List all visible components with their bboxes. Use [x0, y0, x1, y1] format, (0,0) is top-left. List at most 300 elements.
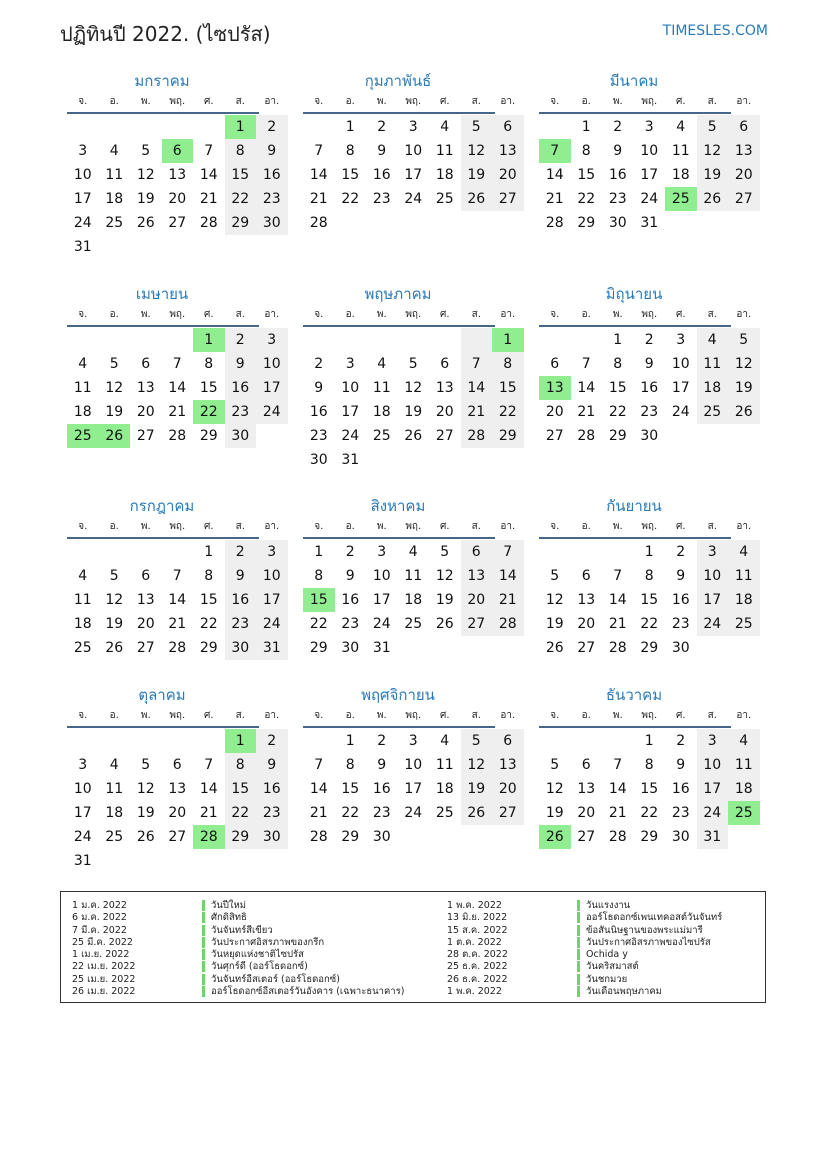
day-cell: 14 — [492, 564, 524, 588]
holiday-name: วันศุกร์ดี (ออร์โธดอกซ์) — [211, 961, 308, 973]
empty-cell — [602, 540, 634, 564]
day-cell: 26 — [435, 616, 454, 632]
day-cell: 24 — [341, 428, 360, 444]
day-cell: 15 — [199, 592, 218, 608]
header-rule — [539, 726, 731, 728]
day-cell: 6 — [492, 115, 524, 139]
empty-cell — [67, 540, 99, 564]
day-cell: 16 — [671, 781, 690, 797]
header-rule — [67, 537, 259, 539]
day-cell: 22 — [608, 404, 627, 420]
day-cell: 7 — [613, 757, 623, 773]
page-title: ปฏิทินปี 2022. (ไซปรัส) — [60, 22, 271, 46]
day-cell: 17 — [73, 191, 92, 207]
weekday-label: อา. — [736, 710, 752, 721]
holiday-marker — [577, 937, 580, 948]
day-grid — [303, 328, 517, 472]
day-cell: 2 — [644, 332, 654, 348]
day-cell: 13 — [539, 376, 571, 400]
day-grid — [539, 729, 753, 849]
weekday-label: พฤ. — [405, 96, 422, 107]
day-cell: 25 — [728, 612, 760, 636]
day-cell: 31 — [256, 636, 288, 660]
holiday-name: วันชกมวย — [586, 973, 628, 985]
weekday-label: พ. — [376, 309, 387, 320]
day-cell: 31 — [372, 640, 391, 656]
day-cell: 14 — [199, 781, 218, 797]
empty-cell — [162, 729, 194, 753]
day-cell: 17 — [372, 592, 391, 608]
day-cell: 21 — [199, 191, 218, 207]
day-cell: 21 — [608, 616, 627, 632]
day-cell: 5 — [109, 356, 119, 372]
day-cell: 8 — [345, 143, 355, 159]
day-cell: 3 — [377, 544, 387, 560]
day-cell: 7 — [613, 568, 623, 584]
day-grid — [67, 729, 281, 873]
day-cell: 14 — [608, 781, 627, 797]
day-cell: 23 — [671, 616, 690, 632]
day-cell: 29 — [225, 825, 257, 849]
holiday-name: วันปีใหม่ — [211, 900, 247, 911]
day-cell: 22 — [225, 187, 257, 211]
month-block — [67, 70, 281, 259]
day-cell: 19 — [435, 592, 454, 608]
day-cell: 26 — [136, 829, 155, 845]
weekday-label: พฤ. — [405, 710, 422, 721]
empty-cell — [99, 849, 131, 873]
day-cell: 4 — [78, 568, 88, 584]
day-cell: 23 — [309, 428, 328, 444]
holiday-marker — [202, 900, 205, 911]
day-cell: 14 — [309, 167, 328, 183]
weekday-label: จ. — [78, 309, 88, 320]
weekday-header — [67, 92, 280, 112]
day-cell: 7 — [204, 143, 214, 159]
day-cell: 5 — [109, 568, 119, 584]
month-block — [67, 495, 281, 660]
day-cell: 30 — [640, 428, 659, 444]
day-cell: 4 — [676, 119, 686, 135]
month-block — [303, 495, 517, 660]
day-cell: 23 — [225, 400, 257, 424]
day-cell: 4 — [78, 356, 88, 372]
holiday-name: ออร์โธดอกซ์อีสเตอร์วันอังคาร (เฉพาะธนาคาร) — [211, 986, 405, 998]
day-cell: 13 — [492, 753, 524, 777]
weekday-label: พ. — [612, 96, 623, 107]
day-cell: 7 — [539, 139, 571, 163]
day-cell: 5 — [697, 115, 729, 139]
day-cell: 25 — [67, 424, 99, 448]
day-cell: 5 — [141, 143, 151, 159]
holiday-date: 25 ธ.ค. 2022 — [447, 961, 508, 973]
day-cell: 23 — [225, 612, 257, 636]
day-cell: 11 — [728, 564, 760, 588]
day-cell: 10 — [256, 352, 288, 376]
weekday-label: อา. — [500, 521, 516, 532]
day-cell: 6 — [141, 356, 151, 372]
day-cell: 13 — [168, 781, 187, 797]
empty-cell — [429, 328, 461, 352]
day-cell: 20 — [136, 404, 155, 420]
day-cell: 23 — [372, 191, 391, 207]
day-cell: 24 — [697, 612, 729, 636]
weekday-label: อา. — [736, 521, 752, 532]
empty-cell — [335, 211, 367, 235]
empty-cell — [130, 540, 162, 564]
day-cell: 19 — [545, 805, 564, 821]
day-cell: 25 — [435, 805, 454, 821]
holiday-marker — [202, 937, 205, 948]
day-cell: 16 — [225, 588, 257, 612]
day-cell: 4 — [728, 540, 760, 564]
empty-cell — [130, 115, 162, 139]
day-cell: 3 — [697, 729, 729, 753]
day-cell: 9 — [377, 757, 387, 773]
weekday-label: จ. — [314, 521, 324, 532]
day-cell: 30 — [256, 825, 288, 849]
day-cell: 23 — [640, 404, 659, 420]
day-cell: 29 — [577, 215, 596, 231]
weekday-label: จ. — [314, 309, 324, 320]
legend-row — [447, 925, 722, 937]
day-cell: 19 — [136, 805, 155, 821]
day-cell: 20 — [545, 404, 564, 420]
day-cell: 3 — [256, 540, 288, 564]
day-cell: 19 — [697, 163, 729, 187]
day-cell: 31 — [73, 239, 92, 255]
day-cell: 16 — [256, 163, 288, 187]
empty-cell — [130, 235, 162, 259]
empty-cell — [697, 211, 729, 235]
day-cell: 10 — [341, 380, 360, 396]
day-cell: 3 — [676, 332, 686, 348]
empty-cell — [162, 235, 194, 259]
weekday-label: ศ. — [675, 521, 686, 532]
day-cell: 31 — [73, 853, 92, 869]
holiday-name: ออร์โธดอกซ์เพนเทคอสต์วันจันทร์ — [586, 912, 723, 924]
empty-cell — [366, 448, 398, 472]
day-cell: 24 — [73, 829, 92, 845]
day-cell: 28 — [309, 215, 328, 231]
empty-cell — [398, 636, 430, 660]
day-cell: 13 — [577, 592, 596, 608]
empty-cell — [398, 448, 430, 472]
day-cell: 9 — [314, 380, 324, 396]
empty-cell — [571, 540, 603, 564]
empty-cell — [335, 328, 367, 352]
day-cell: 21 — [492, 588, 524, 612]
empty-cell — [539, 729, 571, 753]
day-cell: 16 — [341, 592, 360, 608]
day-cell: 6 — [728, 115, 760, 139]
weekday-label: ส. — [707, 309, 717, 320]
day-cell: 6 — [172, 757, 182, 773]
day-cell: 10 — [73, 167, 92, 183]
day-cell: 29 — [199, 428, 218, 444]
site-name[interactable]: TIMESLES.COM — [662, 23, 768, 39]
empty-cell — [461, 448, 493, 472]
day-cell: 7 — [581, 356, 591, 372]
weekday-label: ส. — [235, 309, 245, 320]
day-cell: 30 — [341, 640, 360, 656]
empty-cell — [602, 729, 634, 753]
day-cell: 15 — [303, 588, 335, 612]
day-cell: 12 — [105, 592, 124, 608]
day-cell: 28 — [608, 640, 627, 656]
day-cell: 21 — [199, 805, 218, 821]
day-cell: 14 — [309, 781, 328, 797]
day-cell: 2 — [225, 328, 257, 352]
day-cell: 2 — [676, 544, 686, 560]
day-cell: 10 — [256, 564, 288, 588]
empty-cell — [728, 424, 760, 448]
weekday-label: ส. — [235, 710, 245, 721]
weekday-label: ศ. — [439, 309, 450, 320]
day-cell: 20 — [728, 163, 760, 187]
day-cell: 15 — [225, 163, 257, 187]
month-block — [539, 495, 753, 660]
holiday-marker — [577, 949, 580, 960]
weekday-label: อ. — [109, 521, 119, 532]
day-cell: 24 — [671, 404, 690, 420]
day-cell: 17 — [640, 167, 659, 183]
day-cell: 15 — [492, 376, 524, 400]
holiday-marker — [577, 925, 580, 936]
day-cell: 23 — [341, 616, 360, 632]
month-name: กุมภาพันธ์ — [364, 72, 432, 90]
weekday-label: ส. — [235, 96, 245, 107]
day-cell: 13 — [577, 781, 596, 797]
weekday-label: ส. — [471, 96, 481, 107]
holiday-date: 25 เม.ย. 2022 — [72, 973, 136, 985]
legend-row — [72, 900, 404, 912]
empty-cell — [99, 729, 131, 753]
weekday-label: พ. — [140, 521, 151, 532]
empty-cell — [461, 636, 493, 660]
day-cell: 11 — [728, 753, 760, 777]
day-cell: 11 — [697, 352, 729, 376]
day-cell: 15 — [341, 781, 360, 797]
day-cell: 13 — [492, 139, 524, 163]
day-cell: 8 — [644, 757, 654, 773]
month-block — [303, 283, 517, 472]
day-cell: 4 — [697, 328, 729, 352]
empty-cell — [162, 115, 194, 139]
day-cell: 30 — [372, 829, 391, 845]
holiday-name: วันคริสมาสต์ — [586, 961, 639, 973]
day-cell: 31 — [697, 825, 729, 849]
day-cell: 5 — [550, 757, 560, 773]
weekday-label: พฤ. — [405, 521, 422, 532]
holiday-name: วันหยุดแห่งชาติไซปรัส — [211, 949, 304, 961]
holiday-date: 26 ธ.ค. 2022 — [447, 973, 508, 985]
day-cell: 29 — [225, 211, 257, 235]
day-cell: 5 — [440, 544, 450, 560]
holiday-name: วันประกาศอิสรภาพของไซปรัส — [586, 936, 711, 948]
day-cell: 5 — [461, 115, 493, 139]
weekday-label: จ. — [78, 710, 88, 721]
day-cell: 7 — [172, 356, 182, 372]
weekday-label: ส. — [235, 521, 245, 532]
weekday-label: พ. — [376, 710, 387, 721]
day-cell: 27 — [545, 428, 564, 444]
day-cell: 14 — [168, 380, 187, 396]
day-cell: 22 — [640, 616, 659, 632]
weekday-label: พ. — [612, 309, 623, 320]
day-cell: 16 — [309, 404, 328, 420]
day-cell: 16 — [225, 376, 257, 400]
day-cell: 28 — [309, 829, 328, 845]
day-cell: 20 — [461, 588, 493, 612]
weekday-label: ส. — [471, 521, 481, 532]
empty-cell — [665, 424, 697, 448]
weekday-label: จ. — [314, 96, 324, 107]
legend-row — [72, 961, 404, 973]
day-cell: 24 — [372, 616, 391, 632]
day-cell: 1 — [225, 729, 257, 753]
day-cell: 3 — [78, 757, 88, 773]
day-cell: 19 — [404, 404, 423, 420]
day-cell: 22 — [640, 805, 659, 821]
empty-cell — [728, 636, 760, 660]
day-cell: 13 — [136, 592, 155, 608]
day-cell: 28 — [608, 829, 627, 845]
weekday-header — [67, 305, 280, 325]
weekday-label: ส. — [471, 309, 481, 320]
legend-row — [72, 986, 404, 998]
day-cell: 7 — [314, 757, 324, 773]
legend-row — [447, 949, 722, 961]
weekday-header — [303, 517, 516, 537]
month-block — [539, 283, 753, 448]
holiday-marker — [202, 974, 205, 985]
holiday-marker — [577, 986, 580, 997]
day-cell: 26 — [99, 424, 131, 448]
day-cell: 13 — [461, 564, 493, 588]
day-cell: 18 — [372, 404, 391, 420]
holiday-marker — [202, 961, 205, 972]
weekday-label: ศ. — [675, 309, 686, 320]
day-cell: 25 — [404, 616, 423, 632]
day-cell: 15 — [640, 592, 659, 608]
holiday-date: 28 ต.ค. 2022 — [447, 949, 508, 961]
day-cell: 23 — [256, 801, 288, 825]
header-rule — [67, 112, 259, 114]
holiday-name: วันประกาศอิสรภาพของกรีก — [211, 936, 325, 948]
day-cell: 22 — [492, 400, 524, 424]
day-cell: 31 — [640, 215, 659, 231]
empty-cell — [366, 211, 398, 235]
weekday-header — [67, 517, 280, 537]
day-cell: 24 — [404, 805, 423, 821]
day-cell: 30 — [608, 215, 627, 231]
month-block — [303, 684, 517, 849]
day-cell: 12 — [461, 753, 493, 777]
day-cell: 14 — [608, 592, 627, 608]
day-cell: 27 — [136, 640, 155, 656]
weekday-label: ศ. — [439, 96, 450, 107]
day-cell: 6 — [550, 356, 560, 372]
day-cell: 24 — [73, 215, 92, 231]
day-cell: 1 — [345, 119, 355, 135]
empty-cell — [99, 540, 131, 564]
weekday-label: อ. — [345, 710, 355, 721]
day-grid — [539, 540, 753, 660]
day-cell: 4 — [408, 544, 418, 560]
day-cell: 20 — [577, 616, 596, 632]
weekday-label: อ. — [109, 309, 119, 320]
day-grid — [539, 328, 753, 448]
month-block — [303, 70, 517, 235]
month-name: สิงหาคม — [370, 497, 426, 515]
empty-cell — [461, 328, 493, 352]
legend-column-right — [447, 900, 722, 998]
weekday-label: อา. — [264, 521, 280, 532]
day-cell: 9 — [345, 568, 355, 584]
day-cell: 27 — [492, 801, 524, 825]
day-cell: 26 — [697, 187, 729, 211]
day-cell: 20 — [168, 191, 187, 207]
day-cell: 30 — [671, 829, 690, 845]
day-cell: 22 — [309, 616, 328, 632]
legend-row — [447, 912, 722, 924]
weekday-label: อ. — [581, 710, 591, 721]
day-cell: 14 — [461, 376, 493, 400]
weekday-label: ศ. — [203, 96, 214, 107]
day-cell: 8 — [204, 356, 214, 372]
holiday-date: 15 ส.ค. 2022 — [447, 924, 508, 936]
weekday-label: อ. — [345, 309, 355, 320]
day-cell: 21 — [309, 191, 328, 207]
day-cell: 15 — [608, 380, 627, 396]
day-cell: 2 — [256, 729, 288, 753]
day-cell: 1 — [204, 544, 214, 560]
day-cell: 23 — [671, 805, 690, 821]
day-cell: 13 — [728, 139, 760, 163]
day-cell: 1 — [613, 332, 623, 348]
day-cell: 21 — [309, 805, 328, 821]
day-cell: 12 — [728, 352, 760, 376]
day-cell: 17 — [256, 588, 288, 612]
weekday-label: อา. — [736, 309, 752, 320]
day-cell: 8 — [314, 568, 324, 584]
day-cell: 1 — [581, 119, 591, 135]
weekday-label: อา. — [264, 710, 280, 721]
weekday-label: อ. — [581, 309, 591, 320]
day-cell: 27 — [168, 215, 187, 231]
day-cell: 19 — [136, 191, 155, 207]
day-cell: 28 — [545, 215, 564, 231]
holiday-date: 26 เม.ย. 2022 — [72, 986, 136, 998]
empty-cell — [571, 328, 603, 352]
day-cell: 7 — [204, 757, 214, 773]
empty-cell — [571, 729, 603, 753]
day-grid — [67, 540, 281, 660]
day-cell: 2 — [676, 733, 686, 749]
day-cell: 21 — [608, 805, 627, 821]
weekday-header — [539, 305, 752, 325]
empty-cell — [398, 328, 430, 352]
empty-cell — [429, 636, 461, 660]
day-cell: 10 — [73, 781, 92, 797]
day-cell: 21 — [461, 400, 493, 424]
day-cell: 12 — [697, 139, 729, 163]
holiday-date: 25 มี.ค. 2022 — [72, 936, 133, 948]
day-cell: 17 — [671, 380, 690, 396]
empty-cell — [303, 115, 335, 139]
day-cell: 28 — [168, 640, 187, 656]
